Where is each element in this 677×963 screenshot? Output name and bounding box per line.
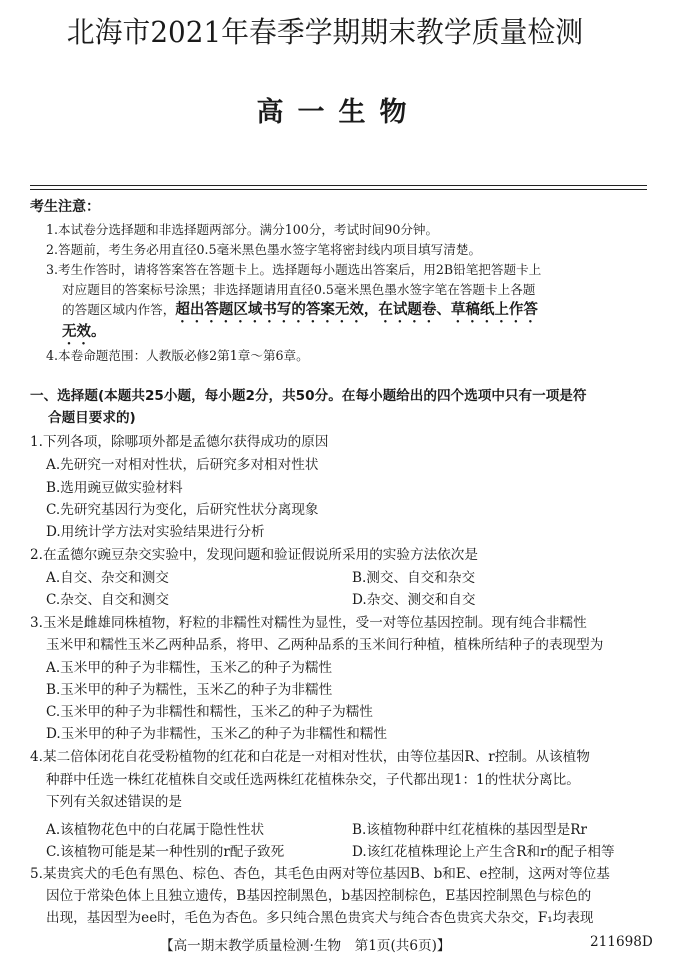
question-2-option-d: D.杂交、测交和自交: [352, 592, 476, 608]
divider-thin: [30, 189, 647, 190]
exam-title: 北海市2021年春季学期期末教学质量检测: [66, 15, 584, 49]
question-2-option-c: C.杂交、自交和测交: [46, 592, 169, 608]
question-1-option-b: B.选用豌豆做实验材料: [46, 480, 183, 496]
question-4-option-a: A.该植物花色中的白花属于隐性性状: [46, 822, 265, 838]
question-5-stem-2: 因位于常染色体上且独立遗传，B基因控制黑色，b基因控制棕色，E基因控制黑色与棕色的: [46, 888, 592, 904]
notice-item-2: 2.答题前，考生务必用直径0.5毫米黑色墨水签字笔将密封线内项目填写清楚。: [46, 242, 482, 257]
subject-title: 高一生物: [256, 97, 421, 128]
notice-emphasis-end: 无效。: [62, 324, 106, 340]
question-1-option-c: C.先研究基因行为变化，后研究性状分离现象: [46, 502, 319, 518]
notice-item-4: 4.本卷命题范围：人教版必修2第1章～第6章。: [46, 348, 309, 363]
notice-item-3: 3.考生作答时，请将答案答在答题卡上。选择题每小题选出答案后，用2B铅笔把答题卡上: [46, 262, 542, 277]
question-4-option-b: B.该植物种群中红花植株的基因型是Rr: [352, 822, 587, 838]
question-4-option-c: C.该植物可能是某一种性别的r配子致死: [46, 844, 285, 860]
question-2-option-b: B.测交、自交和杂交: [352, 570, 476, 586]
question-2-option-a: A.自交、杂交和测交: [46, 570, 169, 586]
question-1-option-d: D.用统计学方法对实验结果进行分析: [46, 524, 265, 540]
question-4-stem-1: 4.某二倍体闭花自花受粉植物的红花和白花是一对相对性状，由等位基因R、r控制。从该植物: [30, 749, 590, 765]
question-4-stem-3: 下列有关叙述错误的是: [46, 794, 182, 810]
divider-thick: [30, 185, 647, 186]
notice-item-3-text: 的答题区域内作答，: [62, 302, 176, 317]
question-1-option-a: A.先研究一对相对性状，后研究多对相对性状: [46, 457, 319, 473]
notice-item-3-cont-1: 对应题目的答案标号涂黑；非选择题请用直径0.5毫米黑色墨水签字笔在答题卡上各题: [62, 282, 536, 297]
notice-item-1: 1.本试卷分选择题和非选择题两部分。满分100分，考试时间90分钟。: [46, 222, 439, 237]
question-1-stem: 1.下列各项，除哪项外都是孟德尔获得成功的原因: [30, 434, 329, 450]
question-3-option-a: A.玉米甲的种子为非糯性，玉米乙的种子为糯性: [46, 660, 333, 676]
question-2-stem: 2.在孟德尔豌豆杂交实验中，发现问题和验证假说所采用的实验方法依次是: [30, 547, 478, 563]
question-4-option-d: D.该红花植株理论上产生含R和r的配子相等: [352, 844, 615, 860]
notice-heading: 考生注意：: [30, 199, 100, 215]
question-3-stem-2: 玉米甲和糯性玉米乙两种品系，将甲、乙两种品系的玉米间行种植，植株所结种子的表现型为: [46, 637, 604, 653]
notice-emphasis: 超出答题区域书写的答案无效，在试题卷、草稿纸上作答: [175, 302, 538, 318]
question-3-option-c: C.玉米甲的种子为非糯性和糯性，玉米乙的种子为糯性: [46, 704, 373, 720]
section-heading-cont: 合题目要求的): [48, 410, 136, 426]
page-footer: 【高一期末教学质量检测·生物 第1页(共6页)】: [160, 938, 451, 954]
question-5-stem-3: 出现，基因型为ee时，毛色为杏色。多只纯合黑色贵宾犬与纯合杏色贵宾犬杂交，F₁均表现: [46, 910, 594, 926]
notice-item-3-cont-2: [62, 298, 538, 326]
exam-code: 211698D: [590, 934, 653, 950]
question-3-stem-1: 3.玉米是雌雄同株植物，籽粒的非糯性对糯性为显性，受一对等位基因控制。现有纯合非糯性: [30, 615, 587, 631]
question-3-option-b: B.玉米甲的种子为糯性，玉米乙的种子为非糯性: [46, 682, 333, 698]
question-3-option-d: D.玉米甲的种子为非糯性，玉米乙的种子为非糯性和糯性: [46, 726, 387, 742]
question-4-stem-2: 种群中任选一株红花植株自交或任选两株红花植株杂交，子代都出现1：1的性状分离比。: [46, 772, 580, 788]
notice-item-3-cont-3: [62, 320, 106, 348]
question-5-stem-1: 5.某贵宾犬的毛色有黑色、棕色、杏色，其毛色由两对等位基因B、b和E、e控制，这两对等位基: [30, 866, 610, 882]
section-heading: 一、选择题(本题共25小题，每小题2分，共50分。在每小题给出的四个选项中只有一项是符: [30, 388, 587, 404]
